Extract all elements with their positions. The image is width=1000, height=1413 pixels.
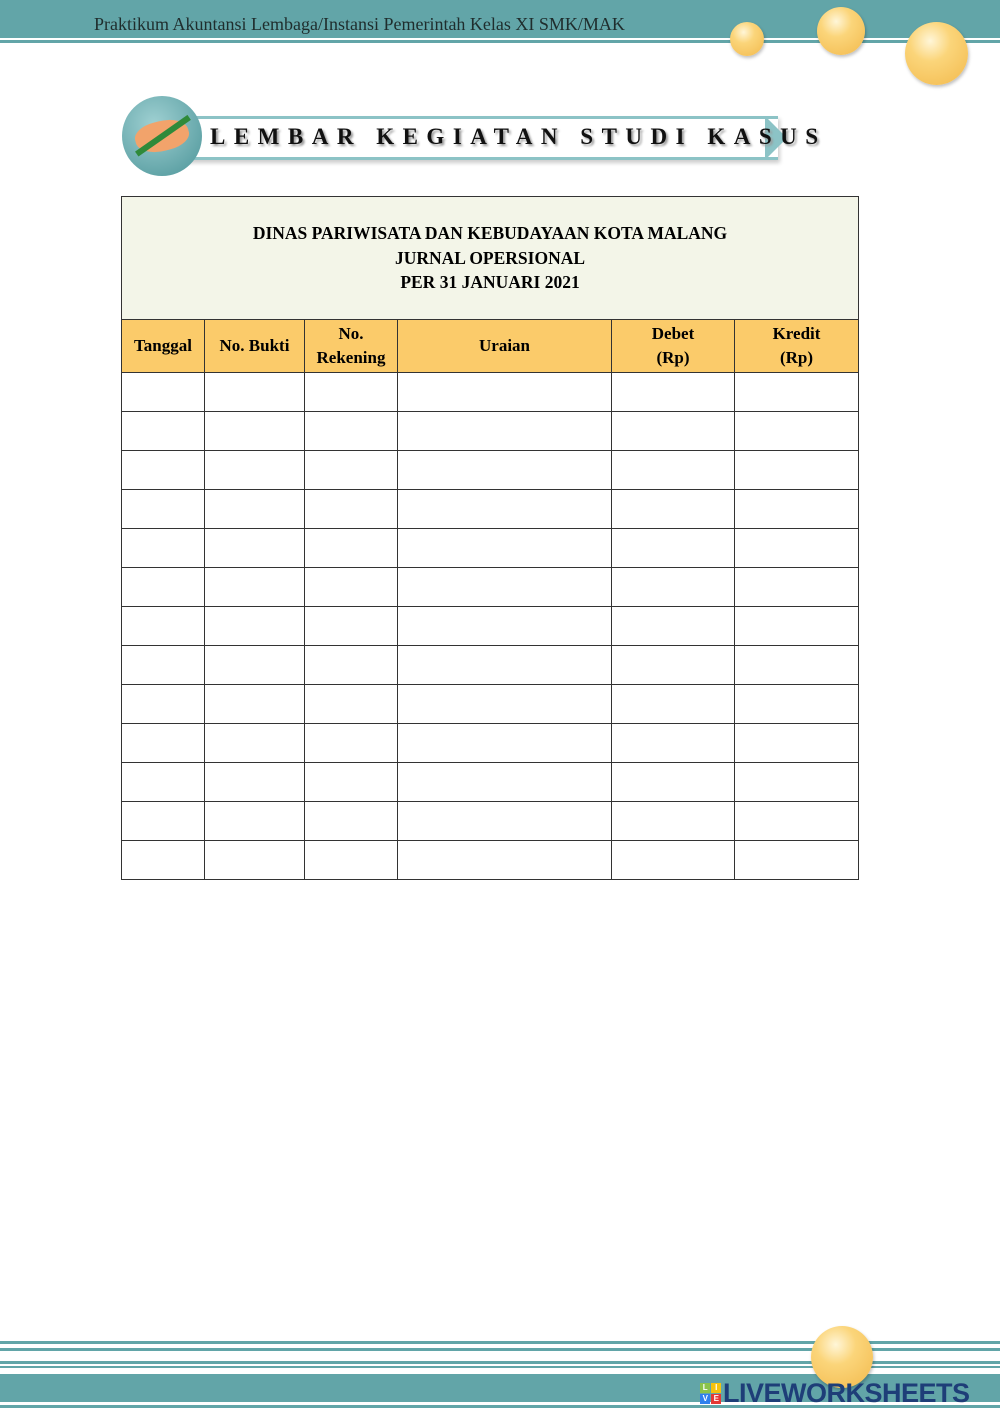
table-row (122, 763, 859, 802)
table-cell[interactable] (122, 373, 205, 412)
table-row (122, 646, 859, 685)
table-cell[interactable] (122, 490, 205, 529)
table-cell[interactable] (398, 412, 612, 451)
table-cell[interactable] (735, 490, 859, 529)
table-row (122, 802, 859, 841)
table-cell[interactable] (398, 529, 612, 568)
table-cell[interactable] (735, 529, 859, 568)
table-cell[interactable] (612, 568, 735, 607)
table-cell[interactable] (305, 841, 398, 880)
table-cell[interactable] (122, 451, 205, 490)
journal-table (121, 196, 859, 880)
table-cell[interactable] (612, 490, 735, 529)
bubble-decoration (905, 22, 968, 85)
column-headers (122, 320, 859, 373)
table-cell[interactable] (612, 412, 735, 451)
table-cell[interactable] (735, 685, 859, 724)
table-cell[interactable] (205, 490, 305, 529)
table-cell[interactable] (612, 724, 735, 763)
table-cell[interactable] (612, 451, 735, 490)
col-no-rekening: No. Rekening (305, 320, 398, 373)
table-cell[interactable] (612, 529, 735, 568)
table-cell[interactable] (305, 763, 398, 802)
table-cell[interactable] (735, 451, 859, 490)
table-cell[interactable] (735, 412, 859, 451)
table-cell[interactable] (305, 490, 398, 529)
col-debet: Debet (Rp) (612, 320, 735, 373)
table-row (122, 724, 859, 763)
table-cell[interactable] (122, 412, 205, 451)
table-cell[interactable] (398, 685, 612, 724)
col-kredit: Kredit (Rp) (735, 320, 859, 373)
table-cell[interactable] (305, 451, 398, 490)
table-cell[interactable] (398, 373, 612, 412)
table-cell[interactable] (735, 802, 859, 841)
table-cell[interactable] (205, 607, 305, 646)
table-cell[interactable] (122, 841, 205, 880)
table-cell[interactable] (305, 568, 398, 607)
brand-text: LIVEWORKSHEETS (723, 1378, 970, 1408)
table-cell[interactable] (205, 529, 305, 568)
col-tanggal: Tanggal (122, 320, 205, 373)
table-cell[interactable] (122, 568, 205, 607)
table-cell[interactable] (205, 685, 305, 724)
table-cell[interactable] (612, 763, 735, 802)
table-cell[interactable] (305, 802, 398, 841)
table-cell[interactable] (305, 529, 398, 568)
table-cell[interactable] (205, 763, 305, 802)
table-cell[interactable] (735, 841, 859, 880)
table-cell[interactable] (205, 451, 305, 490)
table-cell[interactable] (398, 763, 612, 802)
journal-title (122, 197, 859, 320)
table-cell[interactable] (205, 412, 305, 451)
table-row (122, 451, 859, 490)
table-cell[interactable] (398, 490, 612, 529)
table-cell[interactable] (398, 646, 612, 685)
table-cell[interactable] (735, 646, 859, 685)
table-cell[interactable] (205, 841, 305, 880)
table-cell[interactable] (122, 763, 205, 802)
table-cell[interactable] (122, 802, 205, 841)
table-cell[interactable] (612, 685, 735, 724)
table-row (122, 373, 859, 412)
table-row (122, 568, 859, 607)
table-cell[interactable] (612, 373, 735, 412)
table-cell[interactable] (205, 568, 305, 607)
table-row (122, 607, 859, 646)
table-cell[interactable] (735, 607, 859, 646)
table-cell[interactable] (205, 802, 305, 841)
table-cell[interactable] (205, 373, 305, 412)
banner-title: LEMBAR KEGIATAN STUDI KASUS (210, 124, 827, 149)
bubble-decoration (730, 22, 764, 56)
table-cell[interactable] (205, 724, 305, 763)
table-cell[interactable] (612, 802, 735, 841)
table-cell[interactable] (122, 724, 205, 763)
table-cell[interactable] (398, 451, 612, 490)
bubble-decoration (817, 7, 865, 55)
table-cell[interactable] (305, 412, 398, 451)
table-cell[interactable] (122, 607, 205, 646)
col-uraian: Uraian (398, 320, 612, 373)
table-cell[interactable] (398, 802, 612, 841)
table-cell[interactable] (122, 529, 205, 568)
table-row (122, 529, 859, 568)
liveworksheets-logo[interactable] (700, 1378, 970, 1409)
table-cell[interactable] (305, 724, 398, 763)
table-cell[interactable] (612, 841, 735, 880)
table-cell[interactable] (205, 646, 305, 685)
table-cell[interactable] (398, 607, 612, 646)
table-row (122, 412, 859, 451)
table-cell[interactable] (398, 724, 612, 763)
table-cell[interactable] (305, 607, 398, 646)
table-cell[interactable] (612, 607, 735, 646)
header-text: Praktikum Akuntansi Lembaga/Instansi Pemerintah Kelas XI SMK/MAK (94, 14, 625, 34)
table-cell[interactable] (305, 646, 398, 685)
journal-period: PER 31 JANUARI 2021 (400, 272, 580, 293)
hand-writing-icon (122, 96, 202, 176)
table-row (122, 841, 859, 880)
table-cell[interactable] (122, 646, 205, 685)
table-cell[interactable] (122, 685, 205, 724)
col-no-bukti: No. Bukti (205, 320, 305, 373)
journal-name: JURNAL OPERSIONAL (394, 247, 586, 268)
table-row (122, 685, 859, 724)
table-cell[interactable] (735, 724, 859, 763)
table-cell[interactable] (735, 568, 859, 607)
table-cell[interactable] (398, 568, 612, 607)
table-cell[interactable] (735, 763, 859, 802)
table-cell[interactable] (305, 373, 398, 412)
table-cell[interactable] (612, 646, 735, 685)
table-cell[interactable] (398, 841, 612, 880)
table-row (122, 490, 859, 529)
live-logo-icon: L I V E (700, 1383, 721, 1404)
org-name: DINAS PARIWISATA DAN KEBUDAYAAN KOTA MALANG (252, 223, 728, 244)
table-cell[interactable] (305, 685, 398, 724)
table-cell[interactable] (735, 373, 859, 412)
